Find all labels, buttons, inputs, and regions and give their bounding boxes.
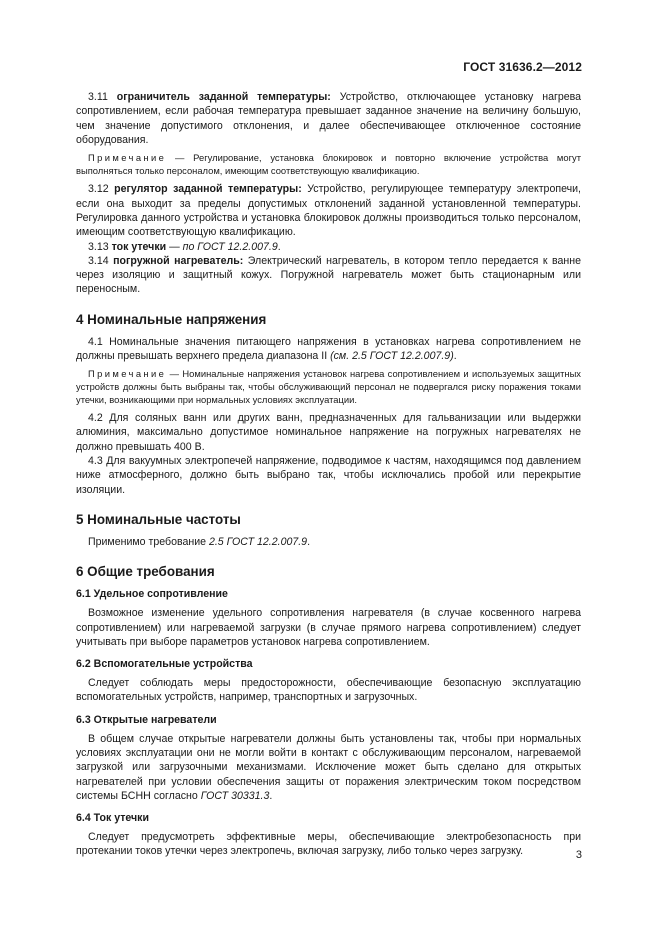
- reference: ГОСТ 30331.3: [200, 789, 270, 802]
- section-5-title: 5 Номинальные частоты: [76, 511, 241, 527]
- punctuation: .: [269, 789, 273, 802]
- definition-text: Устройство, регулирующее температуру электропечи, если она выходит за пределы допустимых отклонений заданной установленной температуры. Регулировка данного устройства и установка блокировок должны производиться только персоналом, имеющим соответствующую квалификацию.: [76, 183, 581, 239]
- punctuation: .: [453, 350, 457, 363]
- clause-number: 3.13: [88, 240, 112, 253]
- clause-number: 3.14: [88, 254, 114, 267]
- section-6-title: 6 Общие требования: [76, 564, 215, 580]
- clause-3-13: [76, 240, 581, 254]
- subsection-6-2-text: Следует соблюдать меры предосторожности, обеспечивающие безопасную эксплуатацию вспомогательных устройств, например, транспортных и загрузочных.: [76, 677, 581, 704]
- dash: —: [166, 240, 183, 253]
- standard-header: ГОСТ 31636.2—2012: [463, 60, 582, 74]
- page-number: 3: [575, 849, 582, 861]
- term: регулятор заданной температуры:: [114, 183, 302, 196]
- term: ограничитель заданной температуры:: [116, 91, 331, 103]
- clause-text: 4.1 Номинальные значения питающего напряжения в установках нагрева сопротивлением не должны превышать верхнего предела диапазона II: [76, 335, 581, 363]
- clause-4-3: 4.3 Для вакуумных электропечей напряжение, подводимое к частям, находящимся под давлением ниже атмосферного, должно быть выбрано так, чтобы исключались пробой или перекрытие изоляции.: [76, 455, 581, 496]
- clause-number: 3.12: [88, 183, 115, 196]
- clause-3-12: [76, 182, 581, 239]
- term: погружной нагреватель:: [113, 254, 244, 267]
- note-text: — Номинальные напряжения установок нагрева сопротивлением и используемых защитных устройств должны быть выбраны так, чтобы обслуживающий персонал не подвергался риску поражения токами утечки, возникающими при нормальных условиях эксплуатации.: [76, 368, 581, 405]
- section-4-title: 4 Номинальные напряжения: [76, 311, 267, 327]
- clause-4-2: 4.2 Для соляных ванн или других ванн, предназначенных для гальванизации или выдержки алюминия, максимально допустимое номинальное напряжение на погружных нагревателях не должно превышать 400 В.: [76, 412, 581, 453]
- subsection-6-4-text: Следует предусмотреть эффективные меры, обеспечивающие электробезопасность при протекании токов утечки через электропечь, включая загрузку, либо только через загрузку.: [76, 831, 581, 858]
- subsection-6-1-title: 6.1 Удельное сопротивление: [76, 588, 228, 601]
- clause-number: 3.11: [88, 91, 117, 103]
- note-label: Примечание: [88, 152, 167, 164]
- term: ток утечки: [111, 240, 167, 253]
- page-content: [76, 90, 581, 859]
- subsection-6-3-text: [76, 732, 581, 803]
- clause-text: Применимо требование: [88, 535, 209, 548]
- definition-text: Устройство, отключающее установку нагрева сопротивлением, если рабочая температура превышает заданное значение на величину большую, чем значение допустимого отклонения, и далее обеспечивающее отключенное состояние оборудования.: [76, 91, 582, 146]
- note-text: — Регулирование, установка блокировок и повторно включение устройства могут выполняться только персоналом, имеющим соответствующую квалификацию.: [76, 152, 581, 176]
- clause-3-11: [76, 90, 581, 147]
- clause-3-14: [76, 254, 581, 297]
- note-4-1: [76, 368, 581, 406]
- reference: (см. 2.5 ГОСТ 12.2.007.9): [330, 350, 454, 363]
- note-3-11: [76, 152, 581, 177]
- clause-4-1: [76, 335, 581, 364]
- note-label: Примечание: [88, 368, 167, 380]
- subsection-6-3-title: 6.3 Открытые нагреватели: [76, 713, 217, 726]
- clause-text: В общем случае открытые нагреватели должны быть установлены так, чтобы при нормальных условиях эксплуатации они не могли войти в контакт с обслуживающим персоналом, нагреваемой загрузкой или загрузочными механизмами. Исключение может быть сделано для открытых нагревателей при условии обеспечения защиты от поражения электрическим током посредством системы БСНН согласно: [76, 732, 581, 802]
- subsection-6-2-title: 6.2 Вспомогательные устройства: [76, 658, 253, 671]
- reference: по ГОСТ 12.2.007.9: [182, 240, 278, 253]
- punctuation: .: [277, 240, 281, 253]
- punctuation: .: [307, 535, 311, 548]
- subsection-6-1-text: Возможное изменение удельного сопротивления нагревателя (в случае косвенного нагрева сопротивлением) или нагреваемой загрузки (в случае прямого нагрева сопротивлением) следует учитывать при выборе параметров установок нагрева сопротивлением.: [76, 607, 581, 648]
- subsection-6-4-title: 6.4 Ток утечки: [76, 812, 149, 825]
- section-5-text: [76, 535, 581, 549]
- reference: 2.5 ГОСТ 12.2.007.9: [208, 535, 308, 548]
- definition-text: Электрический нагреватель, в котором тепло передается к ванне через изоляцию и защитный кожух. Погружной нагреватель может быть стационарным или переносным.: [76, 254, 582, 296]
